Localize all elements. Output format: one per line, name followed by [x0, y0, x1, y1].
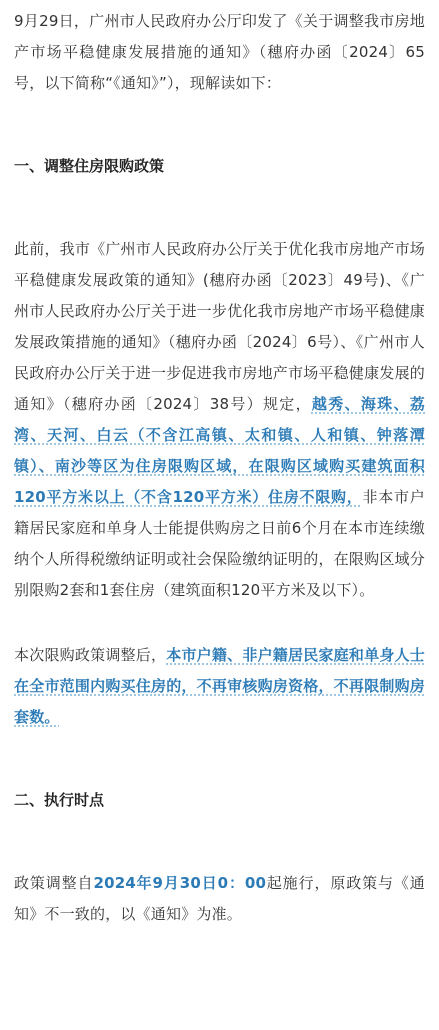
- intro-paragraph: 9月29日，广州市人民政府办公厅印发了《关于调整我市房地产市场平稳健康发展措施的通知》（穗府办函〔2024〕65号，以下简称“《通知》”），现解读如下：: [14, 12, 425, 92]
- spacer: [14, 99, 425, 151]
- no-restriction-highlight: 本市户籍、非户籍居民家庭和单身人士在全市范围内购买住房的，不再审核购房资格，不再限制购房套数。: [14, 646, 425, 726]
- section1-paragraph-previous-policy: [14, 234, 425, 606]
- previous-policy-text: 此前，我市《广州市人民政府办公厅关于优化我市房地产市场平稳健康发展政策的通知》(穗府办函〔2023〕49号)、《广州市人民政府办公厅关于进一步优化我市房地产市场平稳健康发展政策措施的通知》（穗府办函〔2024〕6号）、《广州市人民政府办公厅关于进一步促进我市房地产市场平稳健康发展的通知》（穗府办函〔2024〕38号）规定，: [14, 240, 425, 413]
- effective-date-highlight: 2024年9月30日0：00: [93, 874, 267, 892]
- restricted-areas-highlight: 越秀、海珠、荔湾、天河、白云（不含江高镇、太和镇、人和镇、钟落潭镇）、南沙等区为住房限购区域，在限购区域购买建筑面积120平方米以上（不含120平方米）住房不限购，: [14, 395, 425, 506]
- spacer: [14, 733, 425, 785]
- spacer: [14, 182, 425, 234]
- section2-paragraph: [14, 868, 425, 930]
- effective-rule-text: 起施行，原政策与《通知》不一致的，以《通知》为准。: [14, 874, 425, 923]
- spacer: [14, 816, 425, 868]
- section-heading-purchase-restriction: 一、调整住房限购政策: [14, 157, 165, 175]
- adjustment-intro-text: 本次限购政策调整后，: [14, 646, 167, 664]
- section-heading-effective-date: 二、执行时点: [14, 791, 105, 809]
- non-resident-rule-text: 非本市户籍居民家庭和单身人士能提供购房之日前6个月在本市连续缴纳个人所得税缴纳证明或社会保险缴纳证明的，在限购区域分别限购2套和1套住房（建筑面积120平方米及以下）。: [14, 488, 425, 599]
- effective-intro-text: 政策调整自: [14, 874, 94, 892]
- spacer: [14, 606, 425, 640]
- section1-paragraph-adjustment: [14, 640, 425, 733]
